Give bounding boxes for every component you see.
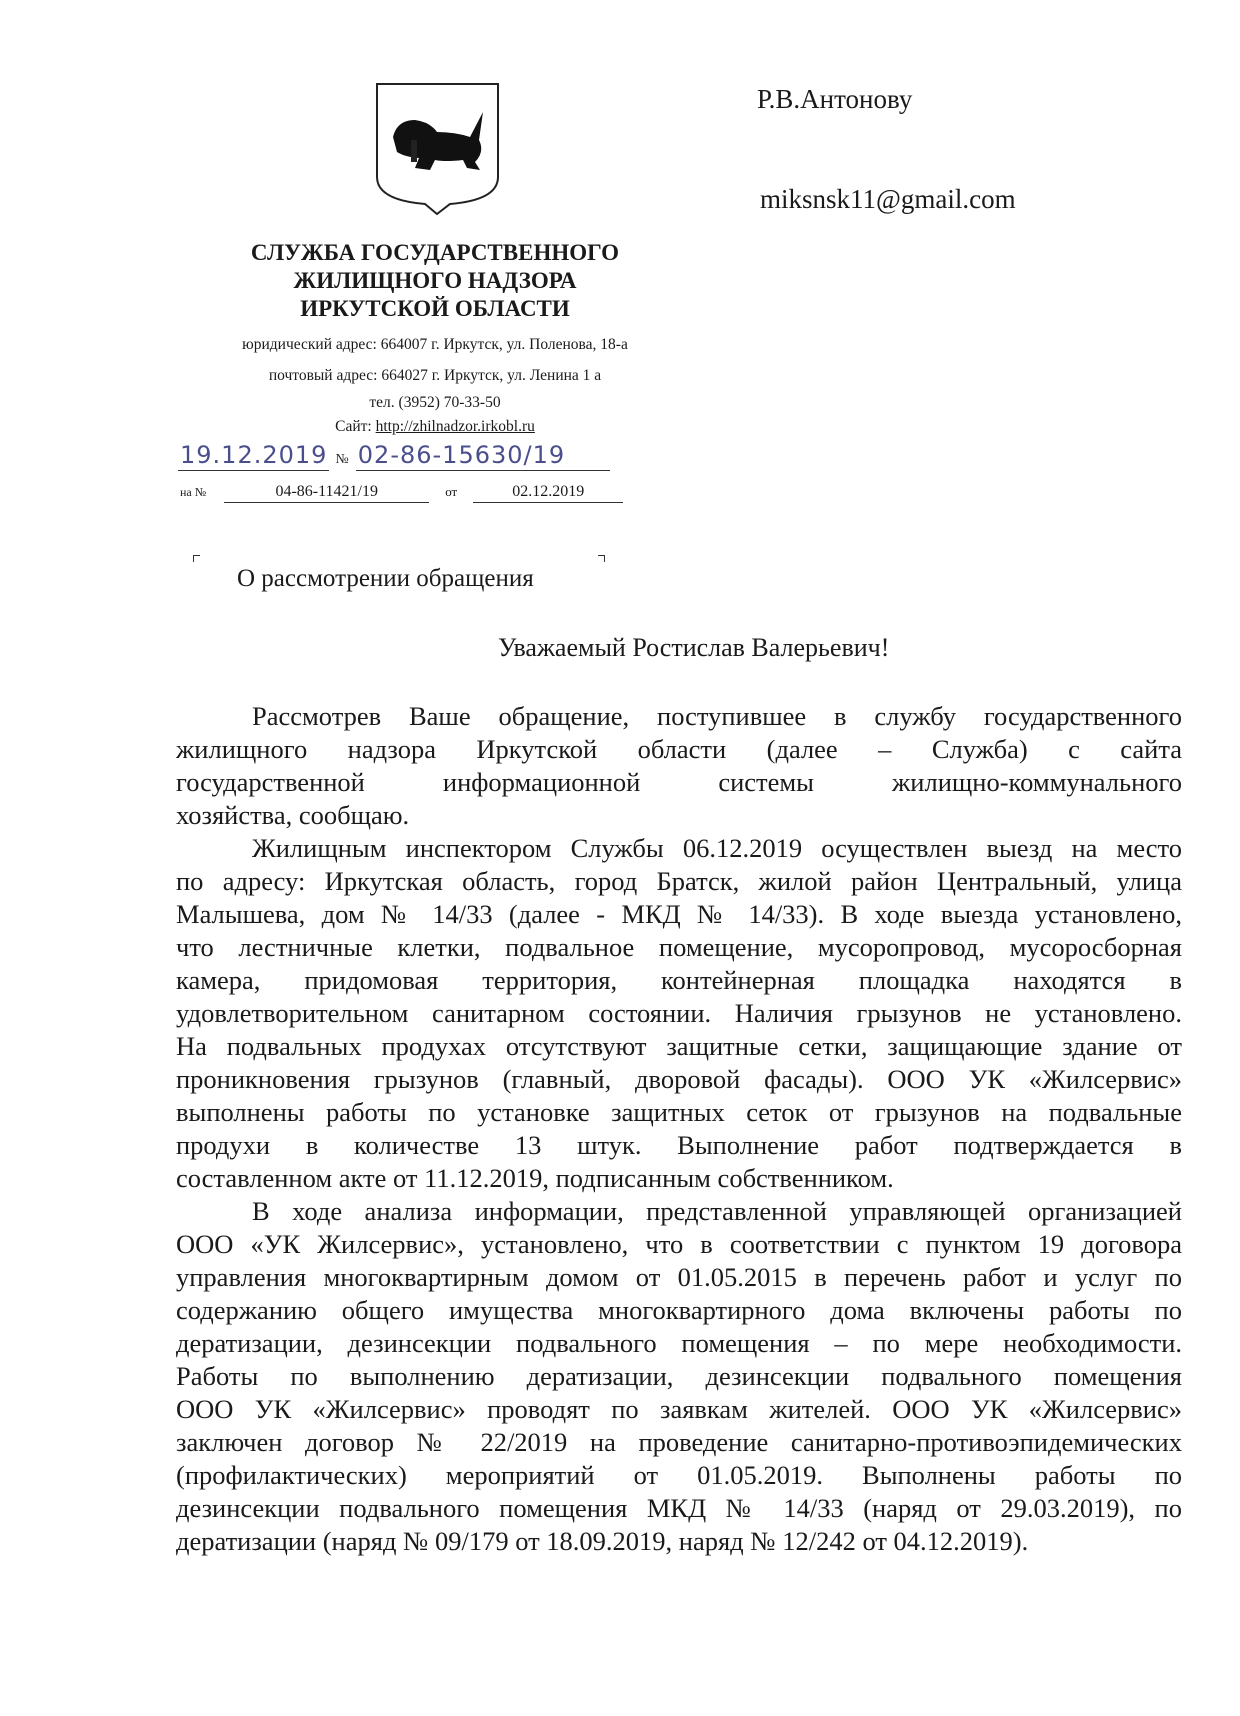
legal-address: юридический адрес: 664007 г. Иркутск, ул. Поленова, 18-а — [242, 336, 628, 353]
paragraph — [176, 1195, 1182, 1558]
reference-number: 04-86-11421/19 — [224, 482, 429, 503]
paragraph-line: (профилактических) мероприятий от 01.05.2019. Выполнены работы по — [176, 1460, 1182, 1490]
number-sign: № — [335, 452, 350, 467]
paragraph-line: по адресу: Иркутская область, город Братск, жилой район Центральный, улица — [176, 866, 1182, 896]
website — [175, 418, 695, 436]
recipient-email: miksnsk11@gmail.com — [760, 184, 1016, 214]
paragraph-line: хозяйства, сообщаю. — [176, 800, 410, 830]
reference-from-label: от — [445, 484, 458, 499]
greeting: Уважаемый Ростислав Валерьевич! — [498, 633, 890, 662]
org-name-line: ЖИЛИЩНОГО НАДЗОРА — [293, 268, 577, 293]
corner-mark — [193, 555, 200, 562]
phone: тел. (3952) 70-33-50 — [369, 394, 501, 411]
paragraph-line: В ходе анализа информации, представленной управляющей организацией — [252, 1196, 1182, 1226]
org-name-line: ИРКУТСКОЙ ОБЛАСТИ — [300, 296, 570, 321]
paragraph-line: продухи в количестве 13 штук. Выполнение работ подтверждается в — [176, 1130, 1182, 1160]
paragraph-line: Малышева, дом № 14/33 (далее - МКД № 14/33). В ходе выезда установлено, — [176, 899, 1182, 929]
paragraph-line: выполнены работы по установке защитных сеток от грызунов на подвальные — [176, 1097, 1182, 1127]
paragraph-line: управления многоквартирным домом от 01.05.2015 в перечень работ и услуг по — [176, 1262, 1182, 1292]
paragraph — [176, 700, 1182, 832]
paragraph-line: ООО «УК Жилсервис», установлено, что в соответствии с пунктом 19 договора — [176, 1229, 1182, 1259]
website-link[interactable]: http://zhilnadzor.irkobl.ru — [375, 418, 535, 435]
org-name-line: СЛУЖБА ГОСУДАРСТВЕННОГО — [250, 240, 620, 265]
postal-address: почтовый адрес: 664027 г. Иркутск, ул. Ленина 1 а — [268, 367, 602, 384]
paragraph-line: Жилищным инспектором Службы 06.12.2019 осуществлен выезд на место — [252, 833, 1182, 863]
paragraph-line: Рассмотрев Ваше обращение, поступившее в службу государственного — [252, 701, 1182, 731]
outgoing-registration — [178, 440, 610, 475]
paragraph-line: составленном акте от 11.12.2019, подписанным собственником. — [176, 1163, 894, 1193]
paragraph-line: камера, придомовая территория, контейнерная площадка находятся в — [176, 965, 1182, 995]
paragraph-line: ООО УК «Жилсервис» проводят по заявкам жителей. ООО УК «Жилсервис» — [176, 1394, 1182, 1424]
paragraph-line: проникновения грызунов (главный, дворовой фасады). ООО УК «Жилсервис» — [176, 1064, 1182, 1094]
paragraph-line: На подвальных продухах отсутствуют защитные сетки, защищающие здание от — [176, 1031, 1182, 1061]
reference-date: 02.12.2019 — [473, 482, 623, 503]
outgoing-number: 02-86-15630/19 — [356, 440, 610, 471]
outgoing-date: 19.12.2019 — [180, 441, 328, 469]
paragraph-line: дератизации (наряд № 09/179 от 18.09.2019, наряд № 12/242 от 04.12.2019). — [176, 1526, 1029, 1556]
paragraph-line: государственной информационной системы жилищно-коммунального — [176, 767, 1182, 797]
paragraph-line: удовлетворительном санитарном состоянии. Наличия грызунов не установлено. — [176, 998, 1182, 1028]
reference-label: на № — [180, 485, 207, 499]
reference-line — [180, 482, 623, 503]
corner-mark — [598, 555, 605, 562]
paragraph-line: что лестничные клетки, подвальное помещение, мусоропровод, мусоросборная — [176, 932, 1182, 962]
paragraph — [176, 832, 1182, 1195]
coat-of-arms-icon — [375, 82, 500, 217]
paragraph-line: Работы по выполнению дератизации, дезинсекции подвального помещения — [176, 1361, 1182, 1391]
subject: О рассмотрении обращения — [237, 565, 534, 592]
paragraph-line: дезинсекции подвального помещения МКД № 14/33 (наряд от 29.03.2019), по — [176, 1493, 1182, 1523]
paragraph-line: жилищного надзора Иркутской области (далее – Служба) с сайта — [176, 734, 1182, 764]
paragraph-line: дератизации, дезинсекции подвального помещения – по мере необходимости. — [176, 1328, 1182, 1358]
letter-body — [176, 700, 1182, 1558]
paragraph-line: заключен договор № 22/2019 на проведение санитарно-противоэпидемических — [176, 1427, 1182, 1457]
website-label: Сайт: — [335, 418, 372, 435]
recipient-name: Р.В.Антонову — [757, 84, 913, 114]
paragraph-line: содержанию общего имущества многоквартирного дома включены работы по — [176, 1295, 1182, 1325]
